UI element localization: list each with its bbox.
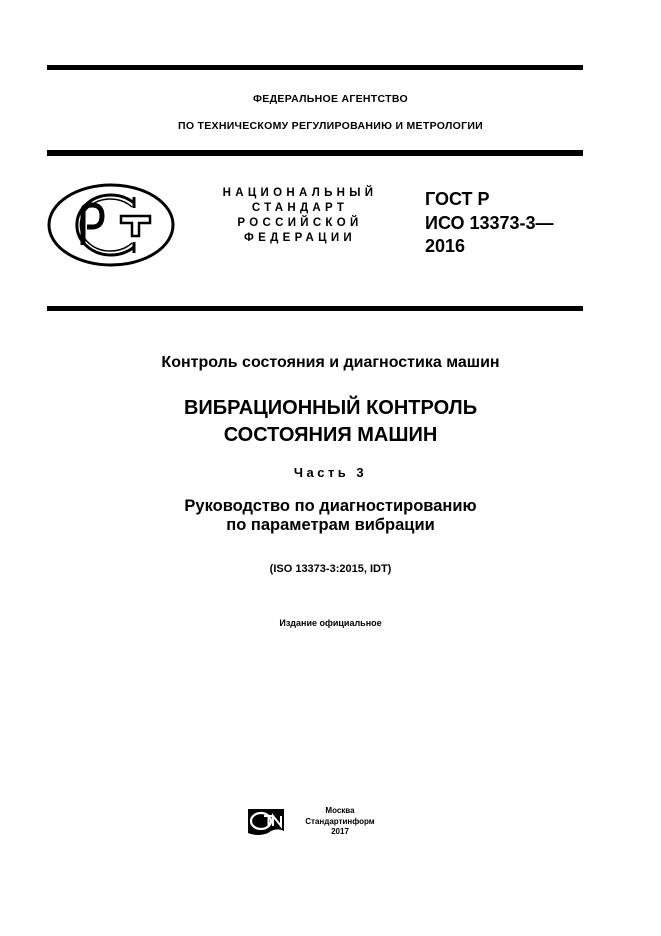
part-title-line2: по параметрам вибрации [226, 516, 435, 534]
national-standard-line2: СТАНДАРТ [251, 202, 349, 214]
publisher-name: Стандартинформ [305, 816, 375, 826]
standard-designation [425, 188, 605, 259]
national-standard-label [200, 186, 400, 246]
national-standard-line1: НАЦИОНАЛЬНЫЙ [222, 187, 378, 199]
iso-reference: (ISO 13373-3:2015, IDT) [269, 563, 392, 575]
document-subtitle: Контроль состояния и диагностика машин [161, 354, 500, 371]
designation-line1: ГОСТ Р [425, 189, 490, 209]
edition-label: Издание официальное [279, 618, 382, 628]
top-rule [47, 65, 583, 70]
main-title-line2: СОСТОЯНИЯ МАШИН [223, 424, 438, 446]
publisher-city: Москва [325, 806, 355, 815]
agency-name-line1: ФЕДЕРАЛЬНОЕ АГЕНТСТВО [253, 93, 408, 105]
designation-line2: ИСО 13373-3— [425, 212, 554, 233]
designation-line3: 2016 [425, 236, 466, 256]
main-title-line1: ВИБРАЦИОННЫЙ КОНТРОЛЬ [183, 397, 478, 419]
publication-year: 2017 [331, 827, 349, 836]
agency-bottom-rule [47, 150, 583, 156]
agency-name-line2: ПО ТЕХНИЧЕСКОМУ РЕГУЛИРОВАНИЮ И МЕТРОЛОГИИ [177, 120, 484, 132]
part-number: Часть 3 [293, 465, 368, 480]
publisher-info [290, 806, 390, 838]
national-standard-line3: РОССИЙСКОЙ [237, 217, 363, 229]
national-standard-line4: ФЕДЕРАЦИИ [244, 232, 356, 244]
rst-gost-logo-icon [46, 181, 176, 269]
part-title-line1: Руководство по диагностированию [184, 497, 477, 515]
standard-bottom-rule [47, 306, 583, 311]
standartinform-logo-icon [246, 807, 286, 837]
